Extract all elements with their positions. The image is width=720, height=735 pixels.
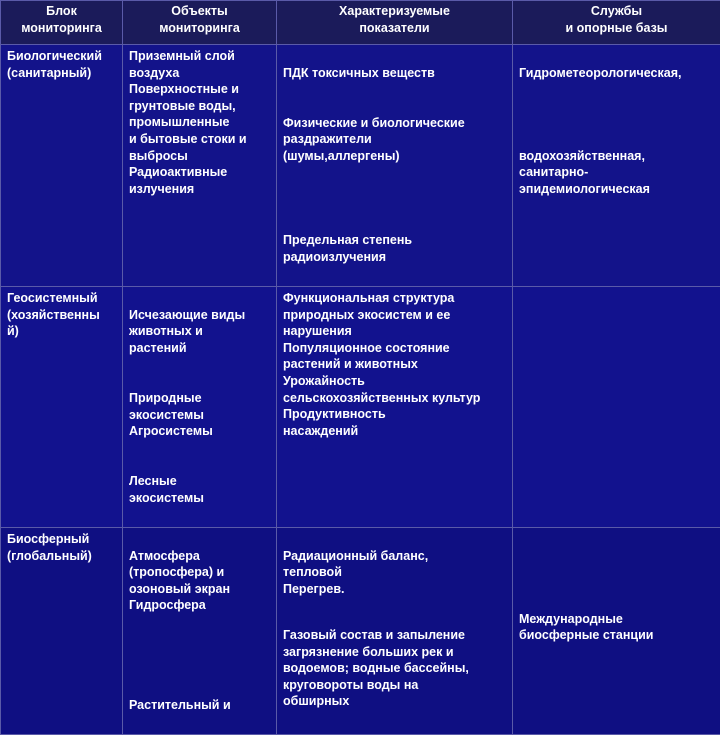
- header-objects: Объекты мониторинга: [123, 1, 277, 45]
- service-text: Гидрометеорологическая,: [519, 65, 714, 82]
- cell-indicators: Функциональная структура природных экосистем и ее нарушения Популяционное состояние растений и животных Урожайность сельскохозяйственных культур Продуктивность насаждений: [277, 286, 513, 527]
- service-text: водохозяйственная, санитарно- эпидемиологическая: [519, 148, 714, 198]
- object-text: Лесные экосистемы: [129, 473, 270, 506]
- cell-objects: [123, 528, 277, 735]
- table-row: [1, 528, 720, 735]
- table-row: [1, 45, 720, 287]
- header-block: Блок мониторинга: [1, 1, 123, 45]
- indicator-text: Предельная степень радиоизлучения: [283, 232, 506, 265]
- object-text: Атмосфера (тропосфера) и озоновый экран Гидросфера: [129, 548, 270, 614]
- header-services: Службы и опорные базы: [513, 1, 720, 45]
- table-row: [1, 286, 720, 527]
- service-text: Международные биосферные станции: [519, 611, 714, 644]
- cell-block: Геосистемный (хозяйственны й): [1, 286, 123, 527]
- indicator-text: Радиационный баланс, тепловой Перегрев.: [283, 548, 506, 598]
- object-text: Растительный и: [129, 697, 270, 714]
- cell-services: [513, 45, 720, 287]
- header-indicators: Характеризуемые показатели: [277, 1, 513, 45]
- indicator-text: Физические и биологические раздражители (шумы,аллергены): [283, 115, 506, 165]
- cell-block: Биологический (санитарный): [1, 45, 123, 287]
- cell-indicators: [277, 45, 513, 287]
- indicator-text: Газовый состав и запыление загрязнение больших рек и водоемов; водные бассейны, круговороты воды на обширных: [283, 627, 506, 710]
- cell-objects: [123, 286, 277, 527]
- cell-services: [513, 528, 720, 735]
- object-text: Исчезающие виды животных и растений: [129, 307, 270, 357]
- cell-objects: Приземный слой воздуха Поверхностные и грунтовые воды, промышленные и бытовые стоки и выбросы Радиоактивные излучения: [123, 45, 277, 287]
- object-text: Природные экосистемы Агросистемы: [129, 390, 270, 440]
- indicator-text: ПДК токсичных веществ: [283, 65, 506, 82]
- cell-indicators: [277, 528, 513, 735]
- cell-block: Биосферный (глобальный): [1, 528, 123, 735]
- cell-services: [513, 286, 720, 527]
- table-header-row: [1, 1, 720, 45]
